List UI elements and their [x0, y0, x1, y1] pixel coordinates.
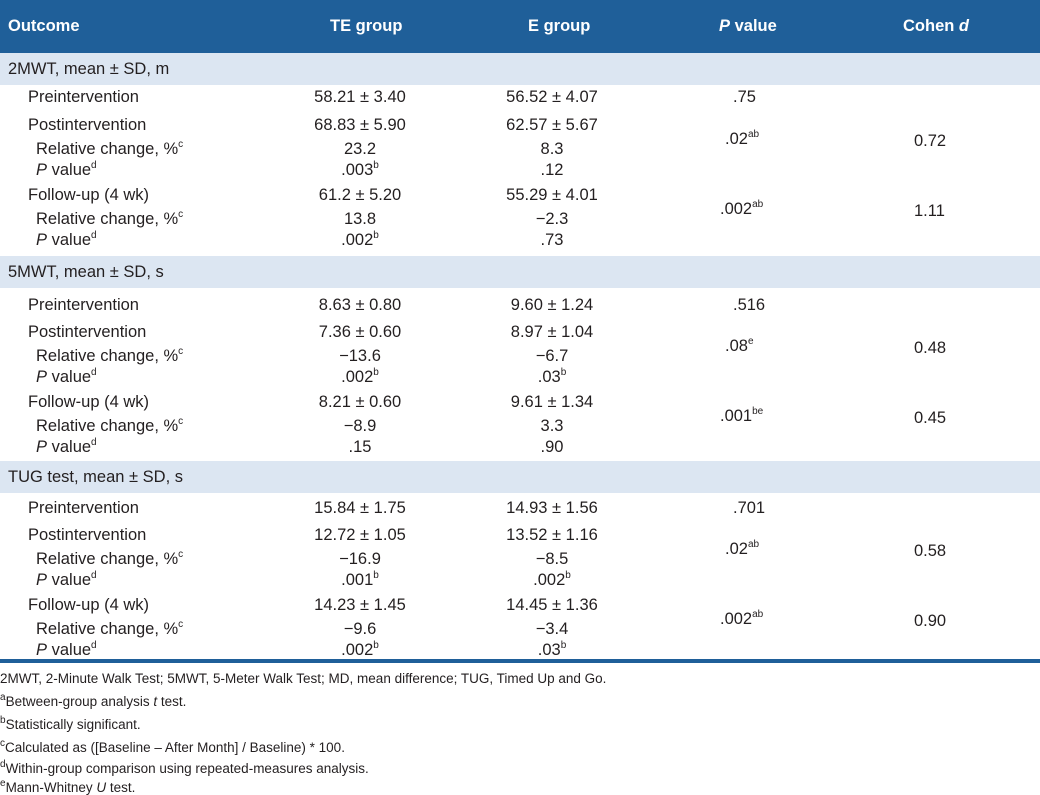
e-value: 56.52 ± 4.07	[506, 88, 598, 106]
footnote-a: $^a$Between-group analysis t test.	[0, 691, 187, 709]
e-value: .90	[540, 438, 564, 456]
te-value: .002$^b$	[341, 639, 379, 659]
te-value: .001$^b$	[341, 569, 379, 589]
te-value: 14.23 ± 1.45	[314, 596, 406, 614]
row-label: Postintervention	[28, 323, 147, 341]
section-tug: TUG test, mean ± SD, s	[0, 461, 1040, 493]
e-value: 8.3	[540, 140, 564, 158]
header-p-value: P value	[719, 17, 777, 35]
e-value: −2.3	[535, 210, 569, 228]
row-label: Preintervention	[28, 296, 139, 314]
header-outcome: Outcome	[8, 17, 80, 35]
cohen-d-value: 0.45	[914, 409, 947, 427]
te-value: 58.21 ± 3.40	[314, 88, 406, 106]
te-value: 61.2 ± 5.20	[318, 186, 402, 204]
te-value: .002$^b$	[341, 366, 379, 386]
header-cohen-d: Cohen d	[903, 17, 970, 35]
cohen-d-value: 0.48	[914, 339, 947, 357]
row-label: Relative change, %$^c$	[36, 138, 184, 158]
row-label: Relative change, %$^c$	[36, 345, 184, 365]
e-value: 55.29 ± 4.01	[506, 186, 598, 204]
row-label: P value$^d$	[36, 366, 97, 386]
table-bottom-rule	[0, 659, 1040, 663]
te-value: 12.72 ± 1.05	[314, 526, 406, 544]
e-value: .73	[540, 231, 564, 249]
p-value: .02$^{ab}$	[725, 128, 760, 148]
p-value: .002$^{ab}$	[720, 608, 764, 628]
te-value: 15.84 ± 1.75	[314, 499, 406, 517]
row-label: P value$^d$	[36, 569, 97, 589]
row-label: P value$^d$	[36, 639, 97, 659]
e-value: 8.97 ± 1.04	[510, 323, 594, 341]
te-value: −16.9	[339, 550, 381, 568]
te-value: −8.9	[343, 417, 377, 435]
te-value: .15	[348, 438, 372, 456]
e-value: −6.7	[535, 347, 569, 365]
row-label: Relative change, %$^c$	[36, 415, 184, 435]
cohen-d-value: 0.90	[914, 612, 947, 630]
footnote-d: $^d$Within-group comparison using repeated-measures analysis.	[0, 758, 369, 776]
e-value: .03$^b$	[537, 639, 567, 659]
e-value: −8.5	[535, 550, 569, 568]
row-label: Follow-up (4 wk)	[28, 186, 150, 204]
header-te-group: TE group	[330, 17, 403, 35]
te-value: 68.83 ± 5.90	[314, 116, 406, 134]
te-value: 8.63 ± 0.80	[318, 296, 402, 314]
e-value: 3.3	[540, 417, 564, 435]
row-label: Relative change, %$^c$	[36, 208, 184, 228]
row-label: P value$^d$	[36, 436, 97, 456]
row-label: Follow-up (4 wk)	[28, 596, 150, 614]
e-value: 14.93 ± 1.56	[506, 499, 598, 517]
row-label: Relative change, %$^c$	[36, 548, 184, 568]
p-value: .08e	[725, 335, 754, 355]
e-value: 9.60 ± 1.24	[510, 296, 594, 314]
e-value: .002$^b$	[533, 569, 571, 589]
te-value: 23.2	[343, 140, 377, 158]
te-value: .002$^b$	[341, 229, 379, 249]
p-value: .001$^{be}$	[720, 405, 764, 425]
e-value: 62.57 ± 5.67	[506, 116, 598, 134]
e-value: 13.52 ± 1.16	[506, 526, 598, 544]
e-value: .03$^b$	[537, 366, 567, 386]
te-value: −9.6	[343, 620, 377, 638]
p-value: .02$^{ab}$	[725, 538, 760, 558]
cohen-d-value: 0.72	[914, 132, 947, 150]
row-label: Preintervention	[28, 88, 139, 106]
row-label: P value$^d$	[36, 229, 97, 249]
p-value: .516	[733, 296, 766, 314]
p-value: .002$^{ab}$	[720, 198, 764, 218]
e-value: 14.45 ± 1.36	[506, 596, 598, 614]
row-label: P value$^d$	[36, 159, 97, 179]
table-header	[0, 0, 1040, 53]
footnote-abbreviations: 2MWT, 2-Minute Walk Test; 5MWT, 5-Meter Walk Test; MD, mean difference; TUG, Timed Up and Go.	[0, 671, 607, 686]
te-value: 7.36 ± 0.60	[318, 323, 402, 341]
te-value: −13.6	[339, 347, 381, 365]
row-label: Relative change, %$^c$	[36, 618, 184, 638]
te-value: 8.21 ± 0.60	[318, 393, 402, 411]
footnote-b: $^b$Statistically significant.	[0, 714, 141, 732]
cohen-d-value: 1.11	[914, 202, 945, 220]
row-label: Postintervention	[28, 526, 147, 544]
header-e-group: E group	[528, 17, 591, 35]
p-value: .75	[733, 88, 756, 106]
e-value: −3.4	[535, 620, 569, 638]
te-value: .003$^b$	[341, 159, 379, 179]
e-value: .12	[540, 161, 564, 179]
cohen-d-value: 0.58	[914, 542, 947, 560]
footnote-c: $^c$Calculated as ([Baseline – After Month] / Baseline) * 100.	[0, 737, 345, 755]
p-value: .701	[733, 499, 766, 517]
e-value: 9.61 ± 1.34	[510, 393, 594, 411]
section-2mwt: 2MWT, mean ± SD, m	[0, 53, 1040, 85]
te-value: 13.8	[343, 210, 377, 228]
section-5mwt: 5MWT, mean ± SD, s	[0, 256, 1040, 288]
row-label: Postintervention	[28, 116, 147, 134]
row-label: Follow-up (4 wk)	[28, 393, 150, 411]
row-label: Preintervention	[28, 499, 139, 517]
footnote-e: $^e$Mann-Whitney U test.	[0, 777, 136, 795]
